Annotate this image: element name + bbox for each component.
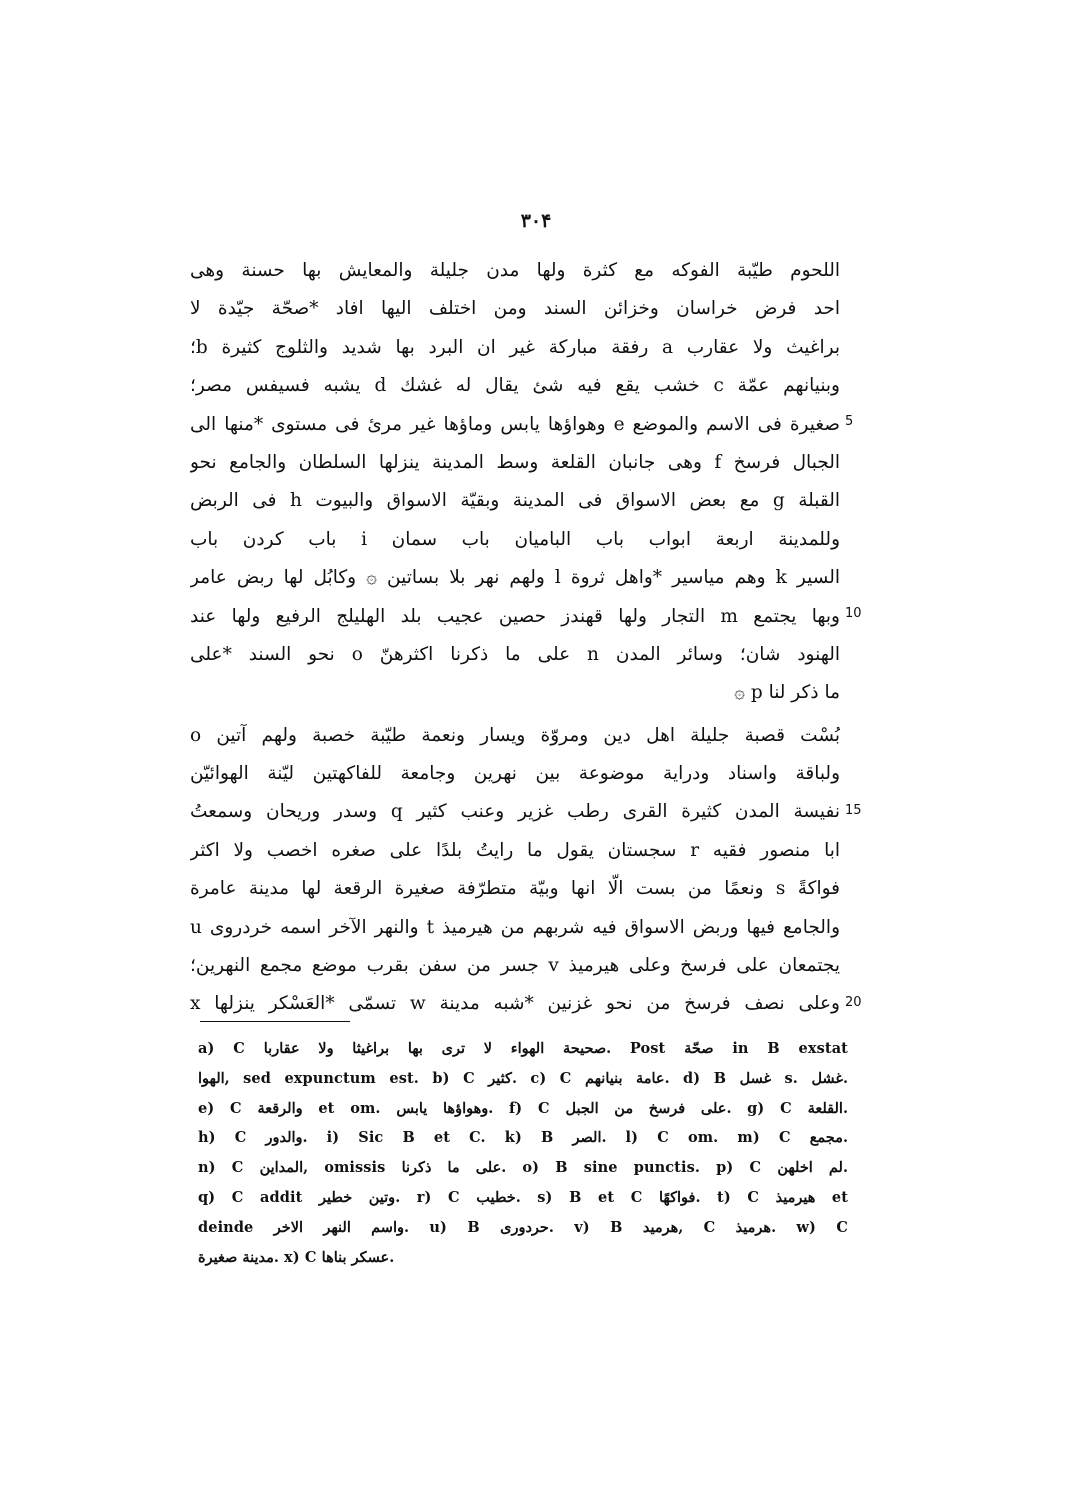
text-line: صغيرة فى الاسم والموضع e وهواؤها يابس وماؤها غير مرئ فى مستوى *منها الى: [190, 413, 840, 435]
footnote-line: a) C صحيحة الهواء لا ترى بها براغيثا ولا عقاربا. Post صحّة in B exstat: [198, 1040, 848, 1057]
text-line: وبنيانهم عمّة c خشب يقع فيه شئ يقال له غشك d يشبه فسيفس مصر؛: [190, 375, 840, 397]
text-line: براغيث ولا عقارب a رفقة مباركة غير ان البرد بها شديد والثلوج كثيرة b؛: [190, 336, 840, 358]
footnote-line: q) C addit وتين خطير. r) C خطيب. s) B et C فواكهًا. t) C هيرميذ et: [198, 1188, 848, 1206]
footnote-line: الهوا, sed expunctum est. b) C كثير. c) C عامة بنيانهم. d) B غسل s. غشل.: [198, 1069, 848, 1087]
line-number-10: 10: [845, 606, 862, 621]
text-line: القبلة g مع بعض الاسواق فى المدينة وبقيّة الاسواق والبيوت h فى الربض: [190, 490, 840, 512]
footnote-line: n) C المداين, omissis على ما ذكرنا. o) B sine punctis. p) C لم اخلهن.: [198, 1159, 848, 1177]
text-line: يجتمعان على فرسخ وعلى هيرميذ v جسر من سفن بقرب موضع مجمع النهرين؛: [190, 955, 840, 977]
text-line: ولباقة واسناد ودراية موضوعة بين نهرين وجامعة للفاكهتين ليّنة الهوائيّن: [190, 763, 840, 785]
text-line: ابا منصور فقيه r سجستان يقول ما رايتُ بلدًا على صغره اخصب ولا اكثر: [190, 839, 840, 861]
text-line: ما ذكر لنا p ۞: [734, 682, 840, 704]
line-number-5: 5: [845, 414, 854, 429]
text-line: الجبال فرسخ f وهى جانبان القلعة وسط المدينة ينزلها السلطان والجامع نحو: [190, 451, 840, 473]
text-line: وعلى نصف فرسخ من نحو غزنين *شبه مدينة w تسمّى *العَسْكر ينزلها x: [190, 993, 840, 1015]
line-number-20: 20: [845, 995, 862, 1010]
text-line: الهنود شان؛ وسائر المدن n على ما ذكرنا اكثرهنّ o نحو السند *على: [190, 643, 840, 665]
page-number: ٣٠۴: [520, 210, 552, 232]
line-number-15: 15: [845, 803, 862, 818]
footnote-rule: [200, 1021, 350, 1022]
text-line: فواكةً s ونعمًا من بست الّا انها وبيّة متطرّفة صغيرة الرقعة لها مدينة عامرة: [190, 878, 840, 900]
text-line: احد فرض خراسان وخزائن السند ومن اختلف اليها افاد *صحّة جيّدة لا: [190, 298, 840, 320]
text-line: بُسْت قصبة جليلة اهل دين ومروّة ويسار ونعمة طيّبة خصبة ولهم آتين o: [190, 724, 840, 746]
text-line: نفيسة المدن كثيرة القرى رطب غزير وعنب كثير q وسدر وريحان وسمعتُ: [190, 801, 840, 823]
footnotes: [198, 1034, 848, 1272]
text-line: وللمدينة اربعة ابواب باب الباميان باب سمان i باب كردن باب: [190, 528, 840, 550]
text-line: السير k وهم مياسير *واهل ثروة l ولهم نهر بلا بساتين ۞ وكابُل لها ربض عامر: [190, 567, 840, 589]
text-line: وبها يجتمع m التجار ولها قهندز حصين عجيب بلد الهليلج الرفيع ولها عند: [190, 605, 840, 627]
footnote-line: h) C والدور. i) Sic B et C. k) B الصر. l) C om. m) C مجمع.: [198, 1129, 848, 1147]
text-line: والجامع فيها وربض الاسواق فيه شربهم من هيرميذ t والنهر الآخر اسمه خردروى u: [190, 916, 840, 938]
text-line: اللحوم طيّبة الفوكه مع كثرة ولها مدن جليلة والمعايش بها حسنة وهى: [190, 260, 840, 281]
footnote-line: e) C والرقعة et om. وهواؤها يابس. f) C على فرسخ من الجبل. g) C القلعة.: [198, 1099, 848, 1117]
footnote-line: مدينة صغيرة. x) C عسكر بناها.: [198, 1248, 395, 1266]
footnote-line: deinde واسم النهر الاخر. u) B حردورى. v) B هرميد, C هرميذ. w) C: [198, 1218, 848, 1236]
main-text: [190, 252, 840, 1024]
